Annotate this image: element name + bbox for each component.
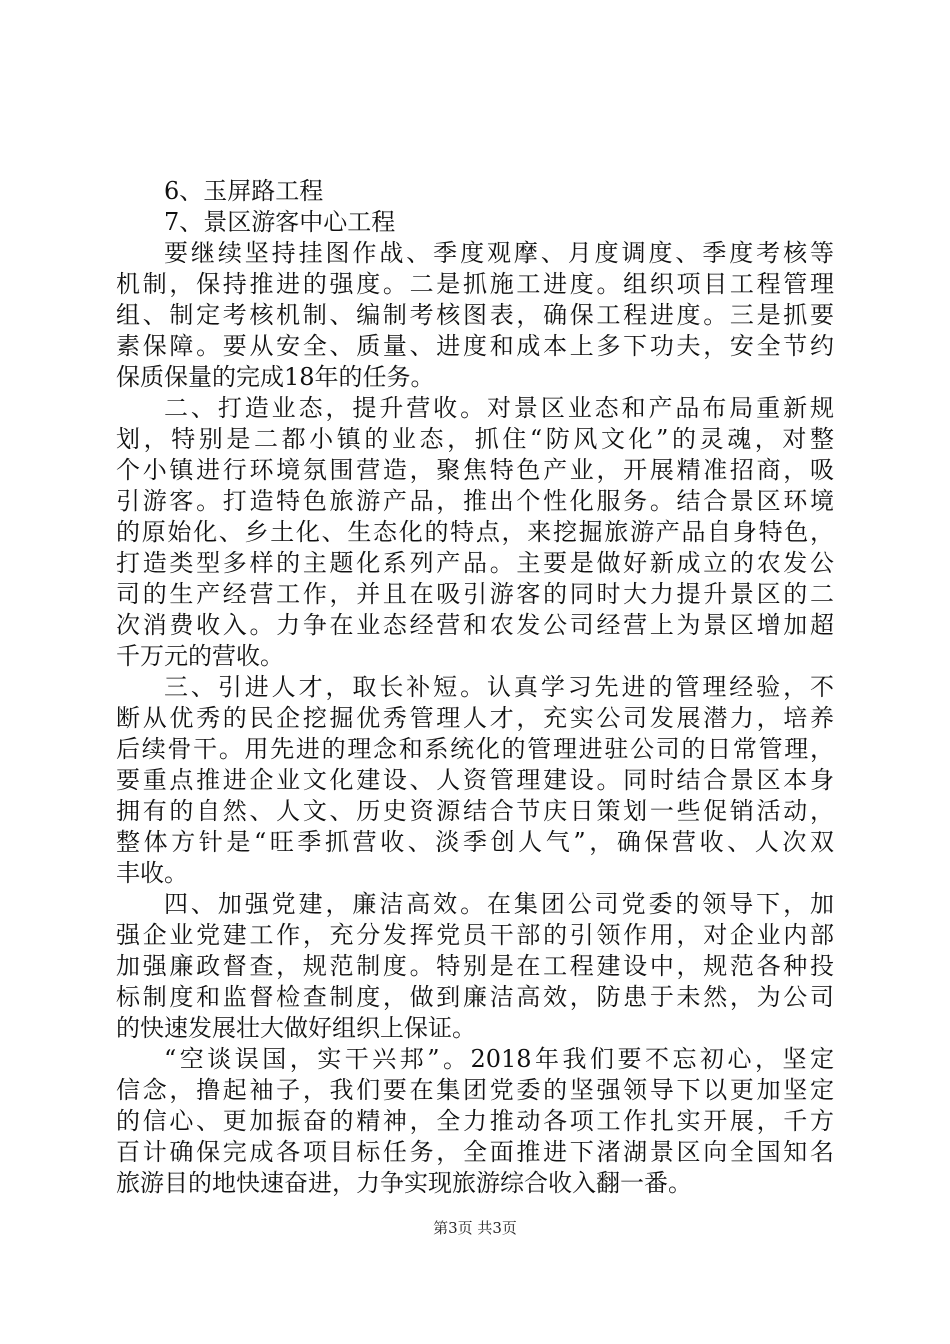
text-line: 强企业党建工作，充分发挥党员干部的引领作用，对企业内部 xyxy=(116,921,834,949)
text-line: 划，特别是二都小镇的业态，抓住“防风文化”的灵魂，对整 xyxy=(116,425,834,453)
document-body xyxy=(116,176,834,1199)
text-line: 6、玉屏路工程 xyxy=(164,177,324,205)
text-line: “空谈误国，实干兴邦”。2018年我们要不忘初心，坚定 xyxy=(164,1045,834,1073)
text-line: 7、景区游客中心工程 xyxy=(164,208,396,236)
text-line: 拥有的自然、人文、历史资源结合节庆日策划一些促销活动， xyxy=(116,797,834,825)
text-line: 百计确保完成各项目标任务，全面推进下渚湖景区向全国知名 xyxy=(116,1138,834,1166)
text-line: 的快速发展壮大做好组织上保证。 xyxy=(116,1014,476,1042)
text-line: 断从优秀的民企挖掘优秀管理人才，充实公司发展潜力，培养 xyxy=(116,704,834,732)
text-line: 三、引进人才，取长补短。认真学习先进的管理经验，不 xyxy=(164,673,834,701)
text-line: 信念，撸起袖子，我们要在集团党委的坚强领导下以更加坚定 xyxy=(116,1076,834,1104)
page-footer: 第3页 共3页 xyxy=(433,1219,517,1237)
text-line: 四、加强党建，廉洁高效。在集团公司党委的领导下，加 xyxy=(164,890,834,918)
text-line: 机制，保持推进的强度。二是抓施工进度。组织项目工程管理 xyxy=(116,270,834,298)
text-line: 旅游目的地快速奋进，力争实现旅游综合收入翻一番。 xyxy=(116,1169,692,1197)
text-line: 引游客。打造特色旅游产品，推出个性化服务。结合景区环境 xyxy=(116,487,834,515)
text-line: 的信心、更加振奋的精神，全力推动各项工作扎实开展，千方 xyxy=(116,1107,834,1135)
text-line: 后续骨干。用先进的理念和系统化的管理进驻公司的日常管理， xyxy=(116,735,834,763)
text-line: 保质保量的完成18年的任务。 xyxy=(116,363,435,391)
text-line: 要重点推进企业文化建设、人资管理建设。同时结合景区本身 xyxy=(116,766,834,794)
text-line: 次消费收入。力争在业态经营和农发公司经营上为景区增加超 xyxy=(116,611,834,639)
text-line: 组、制定考核机制、编制考核图表，确保工程进度。三是抓要 xyxy=(116,301,834,329)
text-line: 加强廉政督查，规范制度。特别是在工程建设中，规范各种投 xyxy=(116,952,834,980)
text-line: 个小镇进行环境氛围营造，聚焦特色产业，开展精准招商，吸 xyxy=(116,456,834,484)
text-line: 打造类型多样的主题化系列产品。主要是做好新成立的农发公 xyxy=(116,549,834,577)
text-line: 要继续坚持挂图作战、季度观摩、月度调度、季度考核等 xyxy=(164,239,834,267)
text-line: 标制度和监督检查制度，做到廉洁高效，防患于未然，为公司 xyxy=(116,983,834,1011)
text-line: 素保障。要从安全、质量、进度和成本上多下功夫，安全节约 xyxy=(116,332,834,360)
text-line: 千万元的营收。 xyxy=(116,642,284,670)
text-line: 整体方针是“旺季抓营收、淡季创人气”，确保营收、人次双 xyxy=(116,828,834,856)
text-line: 二、打造业态，提升营收。对景区业态和产品布局重新规 xyxy=(164,394,834,422)
text-line: 的原始化、乡土化、生态化的特点，来挖掘旅游产品自身特色， xyxy=(116,518,834,546)
text-line: 丰收。 xyxy=(116,859,188,887)
text-line: 司的生产经营工作，并且在吸引游客的同时大力提升景区的二 xyxy=(116,580,834,608)
